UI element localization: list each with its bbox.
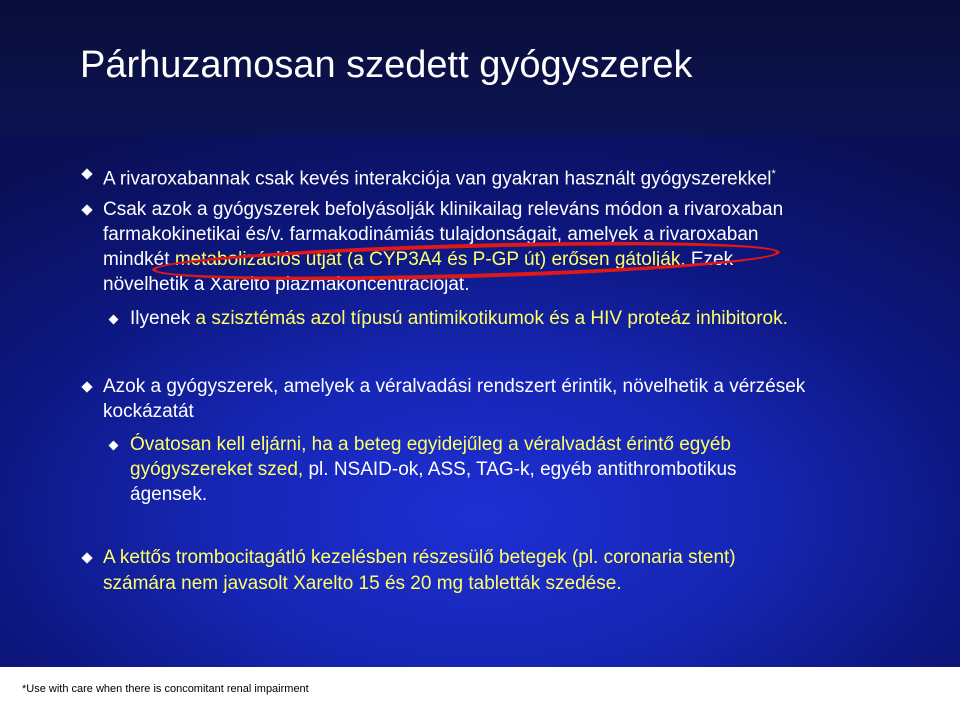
bullet-2-line-3-start: mindkét — [103, 249, 175, 270]
bullet-2-line-1: Csak azok a gyógyszerek befolyásolják klinikailag releváns módon a rivaroxaban — [103, 199, 784, 220]
slide-title: Párhuzamosan szedett gyógyszerek — [80, 44, 693, 86]
sub-bullet-diamond-icon — [109, 315, 119, 325]
footnote: *Use with care when there is concomitant renal impairment — [22, 683, 309, 695]
sub-bullet-3-rest: pl. NSAID-ok, ASS, TAG-k, egyéb antithrombotikus — [303, 459, 737, 480]
bullet-2-line-3-end: Ezek — [685, 249, 734, 270]
bullet-diamond-icon — [81, 381, 92, 392]
bullet-2-line-2: farmakokinetikai és/v. farmakodinámiás tulajdonságait, amelyek a rivaroxaban — [103, 224, 759, 245]
sub-bullet-3-highlight: gyógyszereket szed, — [130, 459, 304, 480]
bullet-2-highlight: metabolizációs útját (a CYP3A4 és P-GP út) erősen gátolják. — [174, 249, 686, 270]
bullet-diamond-icon — [81, 204, 92, 215]
sub-bullet-diamond-icon — [109, 441, 119, 451]
sub-bullet-2-text — [130, 307, 788, 331]
bullet-diamond-icon — [81, 168, 92, 179]
sub-bullet-3-line-1: Óvatosan kell eljárni, ha a beteg egyidejűleg a véralvadást érintő egyéb — [130, 434, 731, 455]
bullet-3-line-1: Azok a gyógyszerek, amelyek a véralvadási rendszert érintik, növelhetik a vérzések — [103, 376, 806, 397]
bullet-3-line-2: kockázatát — [103, 401, 194, 422]
bullet-2-line-4: növelhetik a Xarelto plazmakoncentrációját. — [103, 274, 470, 295]
sub-bullet-2-highlight: a szisztémás azol típusú antimikotikumok és a HIV proteáz inhibitorok. — [195, 308, 788, 329]
sub-bullet-2-start: Ilyenek — [130, 308, 196, 329]
bullet-1-main: A rivaroxabannak csak kevés interakciója van gyakran használt gyógyszerekkel — [103, 168, 772, 190]
bullet-1-text — [103, 162, 776, 191]
bullet-1-asterisk: * — [771, 168, 776, 180]
sub-bullet-3-line-2 — [130, 458, 737, 482]
sub-bullet-3-line-3: ágensek. — [130, 484, 208, 505]
bullet-diamond-icon — [81, 552, 92, 563]
bullet-4-line-2: számára nem javasolt Xarelto 15 és 20 mg tabletták szedése. — [103, 573, 622, 594]
bullet-4-line-1: A kettős trombocitagátló kezelésben részesülő betegek (pl. coronaria stent) — [103, 547, 736, 568]
